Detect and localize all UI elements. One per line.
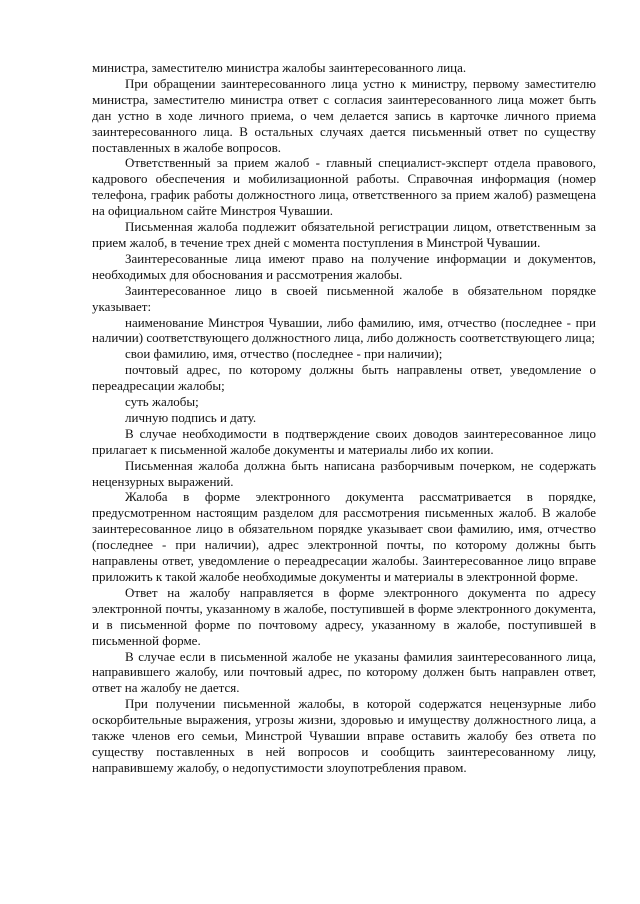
paragraph-no-answer: В случае если в письменной жалобе не указаны фамилия заинтересованного лица, направившего жалобу, или почтовый адрес, по которому должен быть направлен ответ, ответ на жалобу не дается. [92, 648, 596, 696]
paragraph-continuation: министра, заместителю министра жалобы заинтересованного лица. [92, 60, 467, 75]
paragraph-oral-complaint: При обращении заинтересованного лица устно к министру, первому заместителю министра, заместителю министра ответ с согласия заинтересованного лица может быть дан устно в ходе личного приема, о чем делается запись в карточке личного приема заинтересованного лица. В остальных случаях дается письменный ответ по существу поставленных в жалобе вопросов. [92, 75, 596, 155]
paragraph-abusive-complaint: При получении письменной жалобы, в которой содержатся нецензурные либо оскорбительные выражения, угрозы жизни, здоровью и имуществу должностного лица, а также членов его семьи, Минстрой Чувашии вправе оставить жалобу без ответа по существу поставленных в ней вопросов и сообщить заинтересованному лицу, направившему жалобу, о недопустимости злоупотребления правом. [92, 696, 596, 775]
paragraph-right-to-information: Заинтересованные лица имеют право на получение информации и документов, необходимых для обоснования и рассмотрения жалобы. [92, 250, 596, 282]
list-item-essence: суть жалобы; [125, 394, 199, 410]
list-item-signature-date: личную подпись и дату. [125, 409, 257, 425]
paragraph-required-fields-intro: Заинтересованное лицо в своей письменной жалобе в обязательном порядке указывает: [92, 282, 596, 314]
list-item-ministry-name: наименование Минстроя Чувашии, либо фамилию, имя, отчество (последнее - при наличии) соответствующего должностного лица, либо должность соответствующего лица; [92, 314, 596, 346]
list-item-postal-address: почтовый адрес, по которому должны быть направлены ответ, уведомление о переадресации жалобы; [92, 362, 596, 394]
paragraph-registration: Письменная жалоба подлежит обязательной регистрации лицом, ответственным за прием жалоб, в течение трех дней с момента поступления в Минстрой Чувашии. [92, 219, 596, 250]
list-item-full-name: свои фамилию, имя, отчество (последнее - при наличии); [125, 346, 443, 362]
paragraph-electronic-complaint: Жалоба в форме электронного документа рассматривается в порядке, предусмотренном настоящим разделом для рассмотрения письменных жалоб. В жалобе заинтересованное лицо в обязательном порядке указывает свои фамилию, имя, отчество (последнее - при наличии), адрес электронной почты, по которому должны быть направлены ответ, уведомление о переадресации жалобы. Заинтересованное лицо вправе приложить к такой жалобе необходимые документы и материалы в электронной форме. [92, 489, 596, 584]
paragraph-response-delivery: Ответ на жалобу направляется в форме электронного документа по адресу электронной почты, указанному в жалобе, поступившей в форме электронного документа, и в письменной форме по почтовому адресу, указанному в жалобе, поступившей в письменной форме. [92, 584, 596, 648]
paragraph-supporting-documents: В случае необходимости в подтверждение своих доводов заинтересованное лицо прилагает к письменной жалобе документы и материалы либо их копии. [92, 425, 596, 457]
document-page [92, 60, 596, 776]
paragraph-responsible-person: Ответственный за прием жалоб - главный специалист-эксперт отдела правового, кадрового обеспечения и мобилизационной работы. Справочная информация (номер телефона, график работы должностного лица, ответственного за прием жалоб) размещена на официальном сайте Минстроя Чувашии. [92, 155, 596, 219]
paragraph-legibility: Письменная жалоба должна быть написана разборчивым почерком, не содержать нецензурных выражений. [92, 457, 596, 489]
